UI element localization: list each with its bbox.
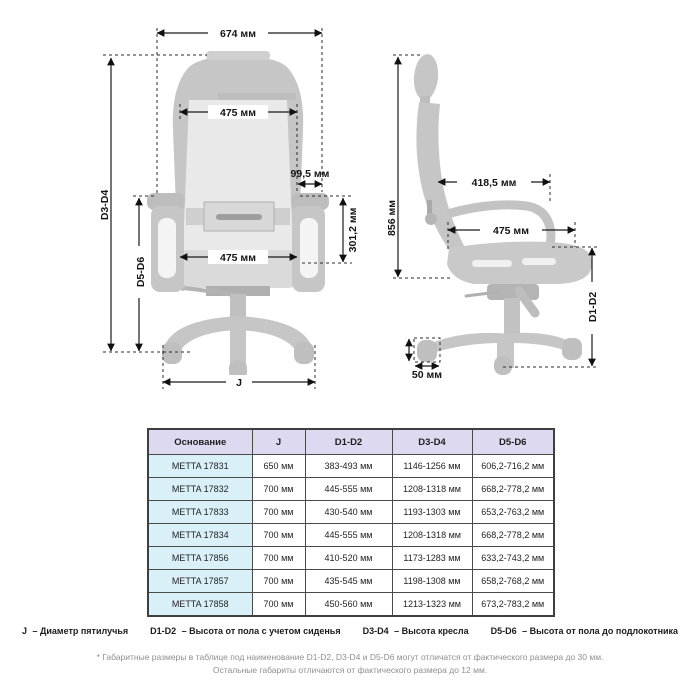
j-cell: 700 мм <box>252 570 305 593</box>
front-back-width-label: 475 мм <box>220 107 256 119</box>
table-row <box>148 501 554 524</box>
j-cell: 700 мм <box>252 478 305 501</box>
d5d6-cell: 633,2-743,2 мм <box>472 547 554 570</box>
d3d4-cell: 1213-1323 мм <box>392 593 472 617</box>
j-cell: 700 мм <box>252 501 305 524</box>
col-header-base: Основание <box>148 429 252 455</box>
front-top-width-label: 674 мм <box>220 28 256 40</box>
d1d2-cell: 445-555 мм <box>305 524 392 547</box>
legend-desc: – Высота кресла <box>394 626 469 636</box>
footnote-line1: * Габаритные размеры в таблице под наименование D1-D2, D3-D4 и D5-D6 могут отличатся от фактического размера до 30 мм. <box>96 652 604 662</box>
legend-desc: – Высота от пола до подлокотника <box>522 626 679 636</box>
d1d2-cell: 445-555 мм <box>305 478 392 501</box>
table-row <box>148 455 554 478</box>
d3d4-cell: 1198-1308 мм <box>392 570 472 593</box>
model-cell: METTA 17831 <box>148 455 252 478</box>
d5d6-cell: 673,2-783,2 мм <box>472 593 554 617</box>
legend-term: D3-D4 <box>362 626 389 636</box>
front-base-diameter-label: J <box>236 377 242 389</box>
front-armrest-offset-label: 99,5 мм <box>290 168 330 180</box>
footnote-line2: Остальные габариты отличаются от фактического размера до 12 мм. <box>212 665 488 676</box>
chair-side-view <box>412 53 592 375</box>
legend-item-d5d6 <box>491 626 678 636</box>
chair-front-view <box>147 51 329 380</box>
front-d5d6-label: D5-D6 <box>135 256 147 288</box>
spec-table <box>147 428 555 617</box>
legend-item-d3d4 <box>363 626 469 636</box>
legend-term: D5-D6 <box>490 626 517 636</box>
d5d6-cell: 668,2-778,2 мм <box>472 524 554 547</box>
d3d4-cell: 1146-1256 мм <box>392 455 472 478</box>
d1d2-cell: 435-545 мм <box>305 570 392 593</box>
side-d1d2-label: D1-D2 <box>587 291 599 323</box>
j-cell: 650 мм <box>252 455 305 478</box>
d3d4-cell: 1208-1318 мм <box>392 524 472 547</box>
model-cell: METTA 17857 <box>148 570 252 593</box>
d3d4-cell: 1208-1318 мм <box>392 478 472 501</box>
legend-item-j <box>22 626 128 636</box>
table-row <box>148 570 554 593</box>
model-cell: METTA 17858 <box>148 593 252 617</box>
d1d2-cell: 450-560 мм <box>305 593 392 617</box>
table-row <box>148 547 554 570</box>
legend-desc: – Высота от пола с учетом сиденья <box>181 626 341 636</box>
front-seat-width-label: 475 мм <box>220 252 256 264</box>
legend-term: J <box>21 626 27 636</box>
d1d2-cell: 410-520 мм <box>305 547 392 570</box>
table-row <box>148 524 554 547</box>
legend-item-d1d2 <box>150 626 340 636</box>
side-back-height-label: 856 мм <box>386 200 398 236</box>
legend <box>0 626 700 636</box>
side-caster-label: 50 мм <box>411 369 443 381</box>
j-cell: 700 мм <box>252 547 305 570</box>
d5d6-cell: 606,2-716,2 мм <box>472 455 554 478</box>
col-header-j: J <box>252 429 305 455</box>
table-row <box>148 478 554 501</box>
j-cell: 700 мм <box>252 524 305 547</box>
d1d2-cell: 383-493 мм <box>305 455 392 478</box>
legend-desc: – Диаметр пятилучья <box>32 626 129 636</box>
side-armrest-length-label: 418,5 мм <box>471 177 517 189</box>
col-header-d3d4: D3-D4 <box>392 429 472 455</box>
d3d4-cell: 1173-1283 мм <box>392 547 472 570</box>
table-header-row <box>148 429 554 455</box>
col-header-d5d6: D5-D6 <box>472 429 554 455</box>
d5d6-cell: 653,2-763,2 мм <box>472 501 554 524</box>
table-row <box>148 593 554 617</box>
j-cell: 700 мм <box>252 593 305 617</box>
model-cell: METTA 17834 <box>148 524 252 547</box>
d5d6-cell: 668,2-778,2 мм <box>472 478 554 501</box>
d1d2-cell: 430-540 мм <box>305 501 392 524</box>
d5d6-cell: 658,2-768,2 мм <box>472 570 554 593</box>
legend-term: D1-D2 <box>150 626 177 636</box>
front-armrest-height-label: 301,2 мм <box>347 207 359 253</box>
footnote <box>0 651 700 677</box>
d3d4-cell: 1193-1303 мм <box>392 501 472 524</box>
model-cell: METTA 17832 <box>148 478 252 501</box>
model-cell: METTA 17856 <box>148 547 252 570</box>
col-header-d1d2: D1-D2 <box>305 429 392 455</box>
model-cell: METTA 17833 <box>148 501 252 524</box>
front-d3d4-label: D3-D4 <box>99 189 111 221</box>
side-seat-depth-label: 475 мм <box>493 225 529 237</box>
